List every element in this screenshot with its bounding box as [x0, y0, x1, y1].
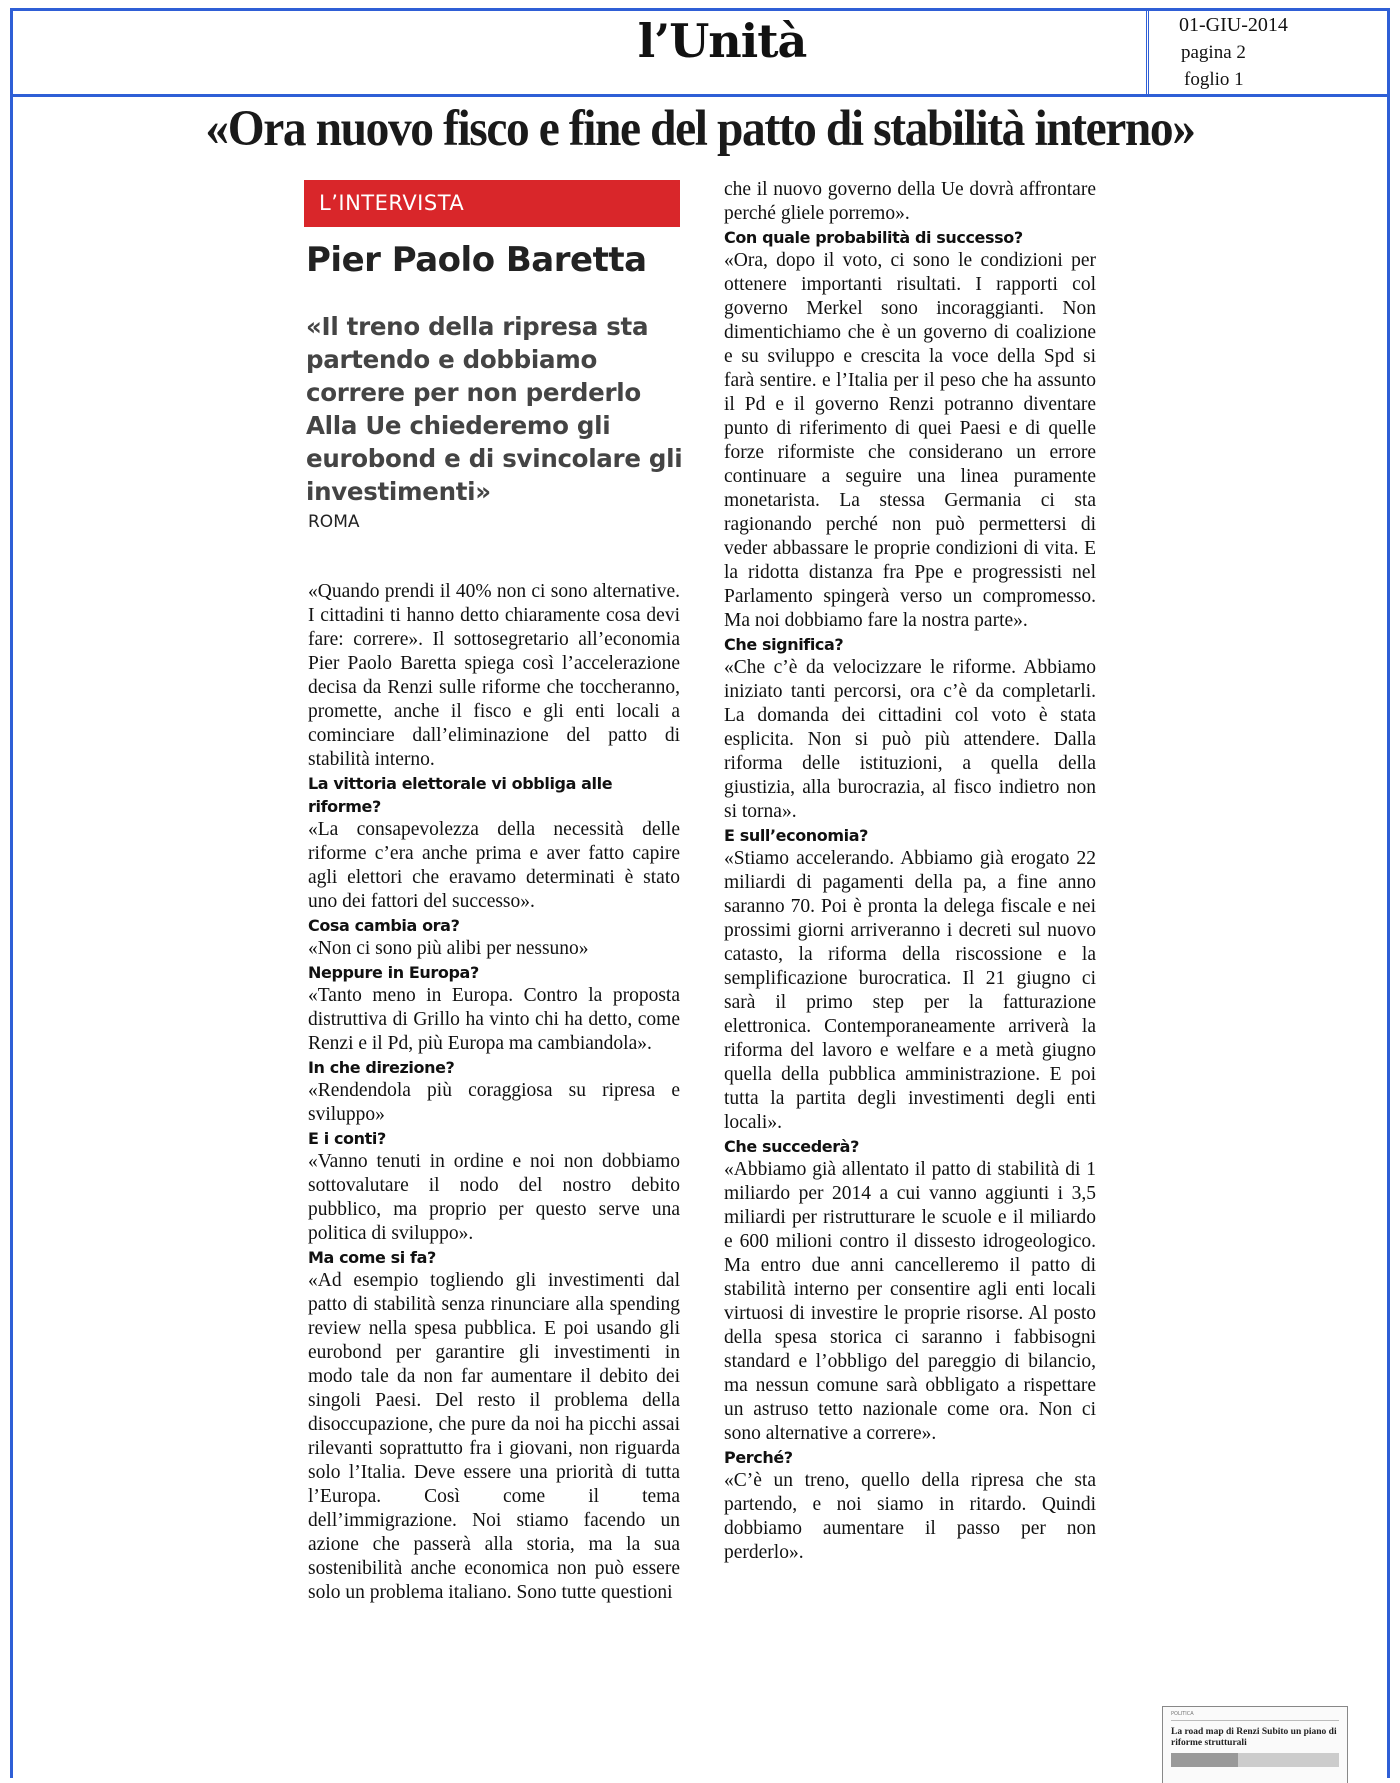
- paragraph: «La consapevolezza della necessità delle riforme c’era anche prima e aver fatto capire agli elettori che eravamo determinati è stato uno dei fattori del successo».: [308, 819, 680, 912]
- paragraph: «Rendendola più coraggiosa su ripresa e sviluppo»: [308, 1080, 680, 1125]
- paragraph: «Ad esempio togliendo gli investimenti dal patto di stabilità senza rinunciare alla spending review nella spesa pubblica. E poi usando gli eurobond per garantire gli investimenti in modo tale da non far aumentare il debito dei singoli Paesi. Del resto il problema della disoccupazione, che pure da noi ha picchi assai rilevanti soprattutto fra i giovani, non riguarda solo l’Italia. Deve essere una priorità di tutta l’Europa. Così come il tema dell’immigrazione. Noi stiamo facendo un azione che passerà alla storia, ma la sua sostenibilità anche economica non può essere solo un problema italiano. Sono tutte questioni: [308, 1270, 680, 1603]
- interviewee-name: Pier Paolo Baretta: [306, 240, 647, 280]
- interview-question: Ma come si fa?: [308, 1248, 436, 1267]
- interview-question: In che direzione?: [308, 1058, 455, 1077]
- paragraph: «Stiamo accelerando. Abbiamo già erogato 22 miliardi di pagamenti della pa, a fine anno saranno 70. Poi è pronta la delega fiscale e nei prossimi giorni arriveranno i decreti sul nuovo catasto, la riforma della riscossione e la semplificazione burocratica. Il 21 giugno ci sarà il primo step per la fatturazione elettronica. Contemporaneamente arriverà la riforma del lavoro e welfare e a metà giugno quella della pubblica amministrazione. E poi tutta la partita degli investimenti degli enti locali».: [724, 848, 1096, 1133]
- sheet-number: foglio 1: [1184, 69, 1244, 90]
- paragraph: «Che c’è da velocizzare le riforme. Abbiamo iniziato tanti percorsi, ora c’è da completarli. La domanda dei cittadini col voto è stata esplicita. Non si può più attendere. Dalla riforma delle istituzioni, a quella della giustizia, alla burocrazia, al fisco indietro non si torna».: [724, 657, 1096, 822]
- paragraph: «Abbiamo già allentato il patto di stabilità di 1 miliardo per 2014 a cui vanno aggiunti i 3,5 miliardi per ristrutturare le scuole e il miliardo e 600 milioni contro il dissesto idrogeologico. Ma entro due anni cancelleremo il patto di stabilità interno per consentire agli enti locali virtuosi di investire le proprie risorse. Al posto della spesa storica ci saranno i fabbisogni standard e l’obbligo del pareggio di bilancio, ma nessun comune sarà obbligato a rispettare un astruso tetto nazionale come ora. Non ci sono alternative a correre».: [724, 1159, 1096, 1444]
- thumbnail-title: La road map di Renzi Subito un piano di riforme strutturali: [1171, 1727, 1337, 1748]
- interview-question: Perché?: [724, 1448, 793, 1467]
- interview-question: Cosa cambia ora?: [308, 916, 460, 935]
- paragraph: «Vanno tenuti in ordine e noi non dobbiamo sottovalutare il nodo del nostro debito pubblico, ma proprio per questo serve una politica di sviluppo».: [308, 1151, 680, 1244]
- section-tag: L’INTERVISTA: [304, 180, 680, 227]
- paragraph: «Non ci sono più alibi per nessuno»: [308, 938, 589, 959]
- newspaper-logo: l’Unità: [637, 14, 807, 68]
- paragraph: «Ora, dopo il voto, ci sono le condizioni per ottenere importanti risultati. I rapporti col governo Merkel sono incoraggianti. Non dimentichiamo che è un governo di coalizione e su sviluppo e crescita la voce della Spd si farà sentire. e l’Italia per il peso che ha assunto il Pd e il governo Renzi potranno diventare punto di riferimento di quei Paesi e di quelle forze riformiste che considerano un errore continuare a seguire una linea puramente monetarista. La stessa Germania ci sta ragionando perché non può permettersi di veder abbassare le proprie condizioni di vita. E la ridotta distanza fra Ppe e progressisti nel Parlamento spingerà verso un compromesso. Ma noi dobbiamo fare la nostra parte».: [724, 250, 1096, 631]
- related-article-thumbnail[interactable]: [1162, 1706, 1348, 1783]
- interview-question: E sull’economia?: [724, 826, 869, 845]
- interview-question: Neppure in Europa?: [308, 963, 479, 982]
- paragraph: «Quando prendi il 40% non ci sono alternative. I cittadini ti hanno detto chiaramente cosa devi fare: correre». Il sottosegretario all’economia Pier Paolo Baretta spiega così l’accelerazione decisa da Renzi sulle riforme che toccheranno, promette, anche il fisco e gli enti locali a cominciare dall’eliminazione del patto di stabilità interno.: [308, 581, 680, 770]
- interview-question: La vittoria elettorale vi obbliga alle riforme?: [308, 774, 613, 816]
- paragraph: «C’è un treno, quello della ripresa che sta partendo, e noi siamo in ritardo. Quindi dobbiamo aumentare il passo per non perderlo».: [724, 1470, 1096, 1563]
- page-number: pagina 2: [1181, 42, 1246, 63]
- dateline-city: ROMA: [308, 512, 360, 532]
- paragraph: «Tanto meno in Europa. Contro la proposta distruttiva di Grillo ha vinto chi ha detto, come Renzi e il Pd, più Europa ma cambiandola».: [308, 985, 680, 1054]
- article-headline: «Ora nuovo fisco e fine del patto di stabilità interno»: [205, 101, 1195, 157]
- thumbnail-section: POLITICA: [1171, 1711, 1339, 1721]
- paragraph: che il nuovo governo della Ue dovrà affrontare perché gliele porremo».: [724, 179, 1096, 224]
- page-frame: [10, 8, 1390, 1778]
- interview-question: Che significa?: [724, 635, 844, 654]
- interview-question: Che succederà?: [724, 1137, 859, 1156]
- publication-info-box: [1146, 8, 1390, 97]
- interview-question: Con quale probabilità di successo?: [724, 228, 1023, 247]
- thumbnail-image: [1171, 1753, 1339, 1767]
- article-column-right: [724, 178, 1096, 1565]
- publication-date: 01-GIU-2014: [1179, 14, 1288, 36]
- pull-quote: «Il treno della ripresa sta partendo e dobbiamo correre per non perderlo Alla Ue chiederemo gli eurobond e di svincolare gli investimenti»: [306, 312, 683, 506]
- interview-question: E i conti?: [308, 1129, 386, 1148]
- article-column-left: [308, 580, 680, 1605]
